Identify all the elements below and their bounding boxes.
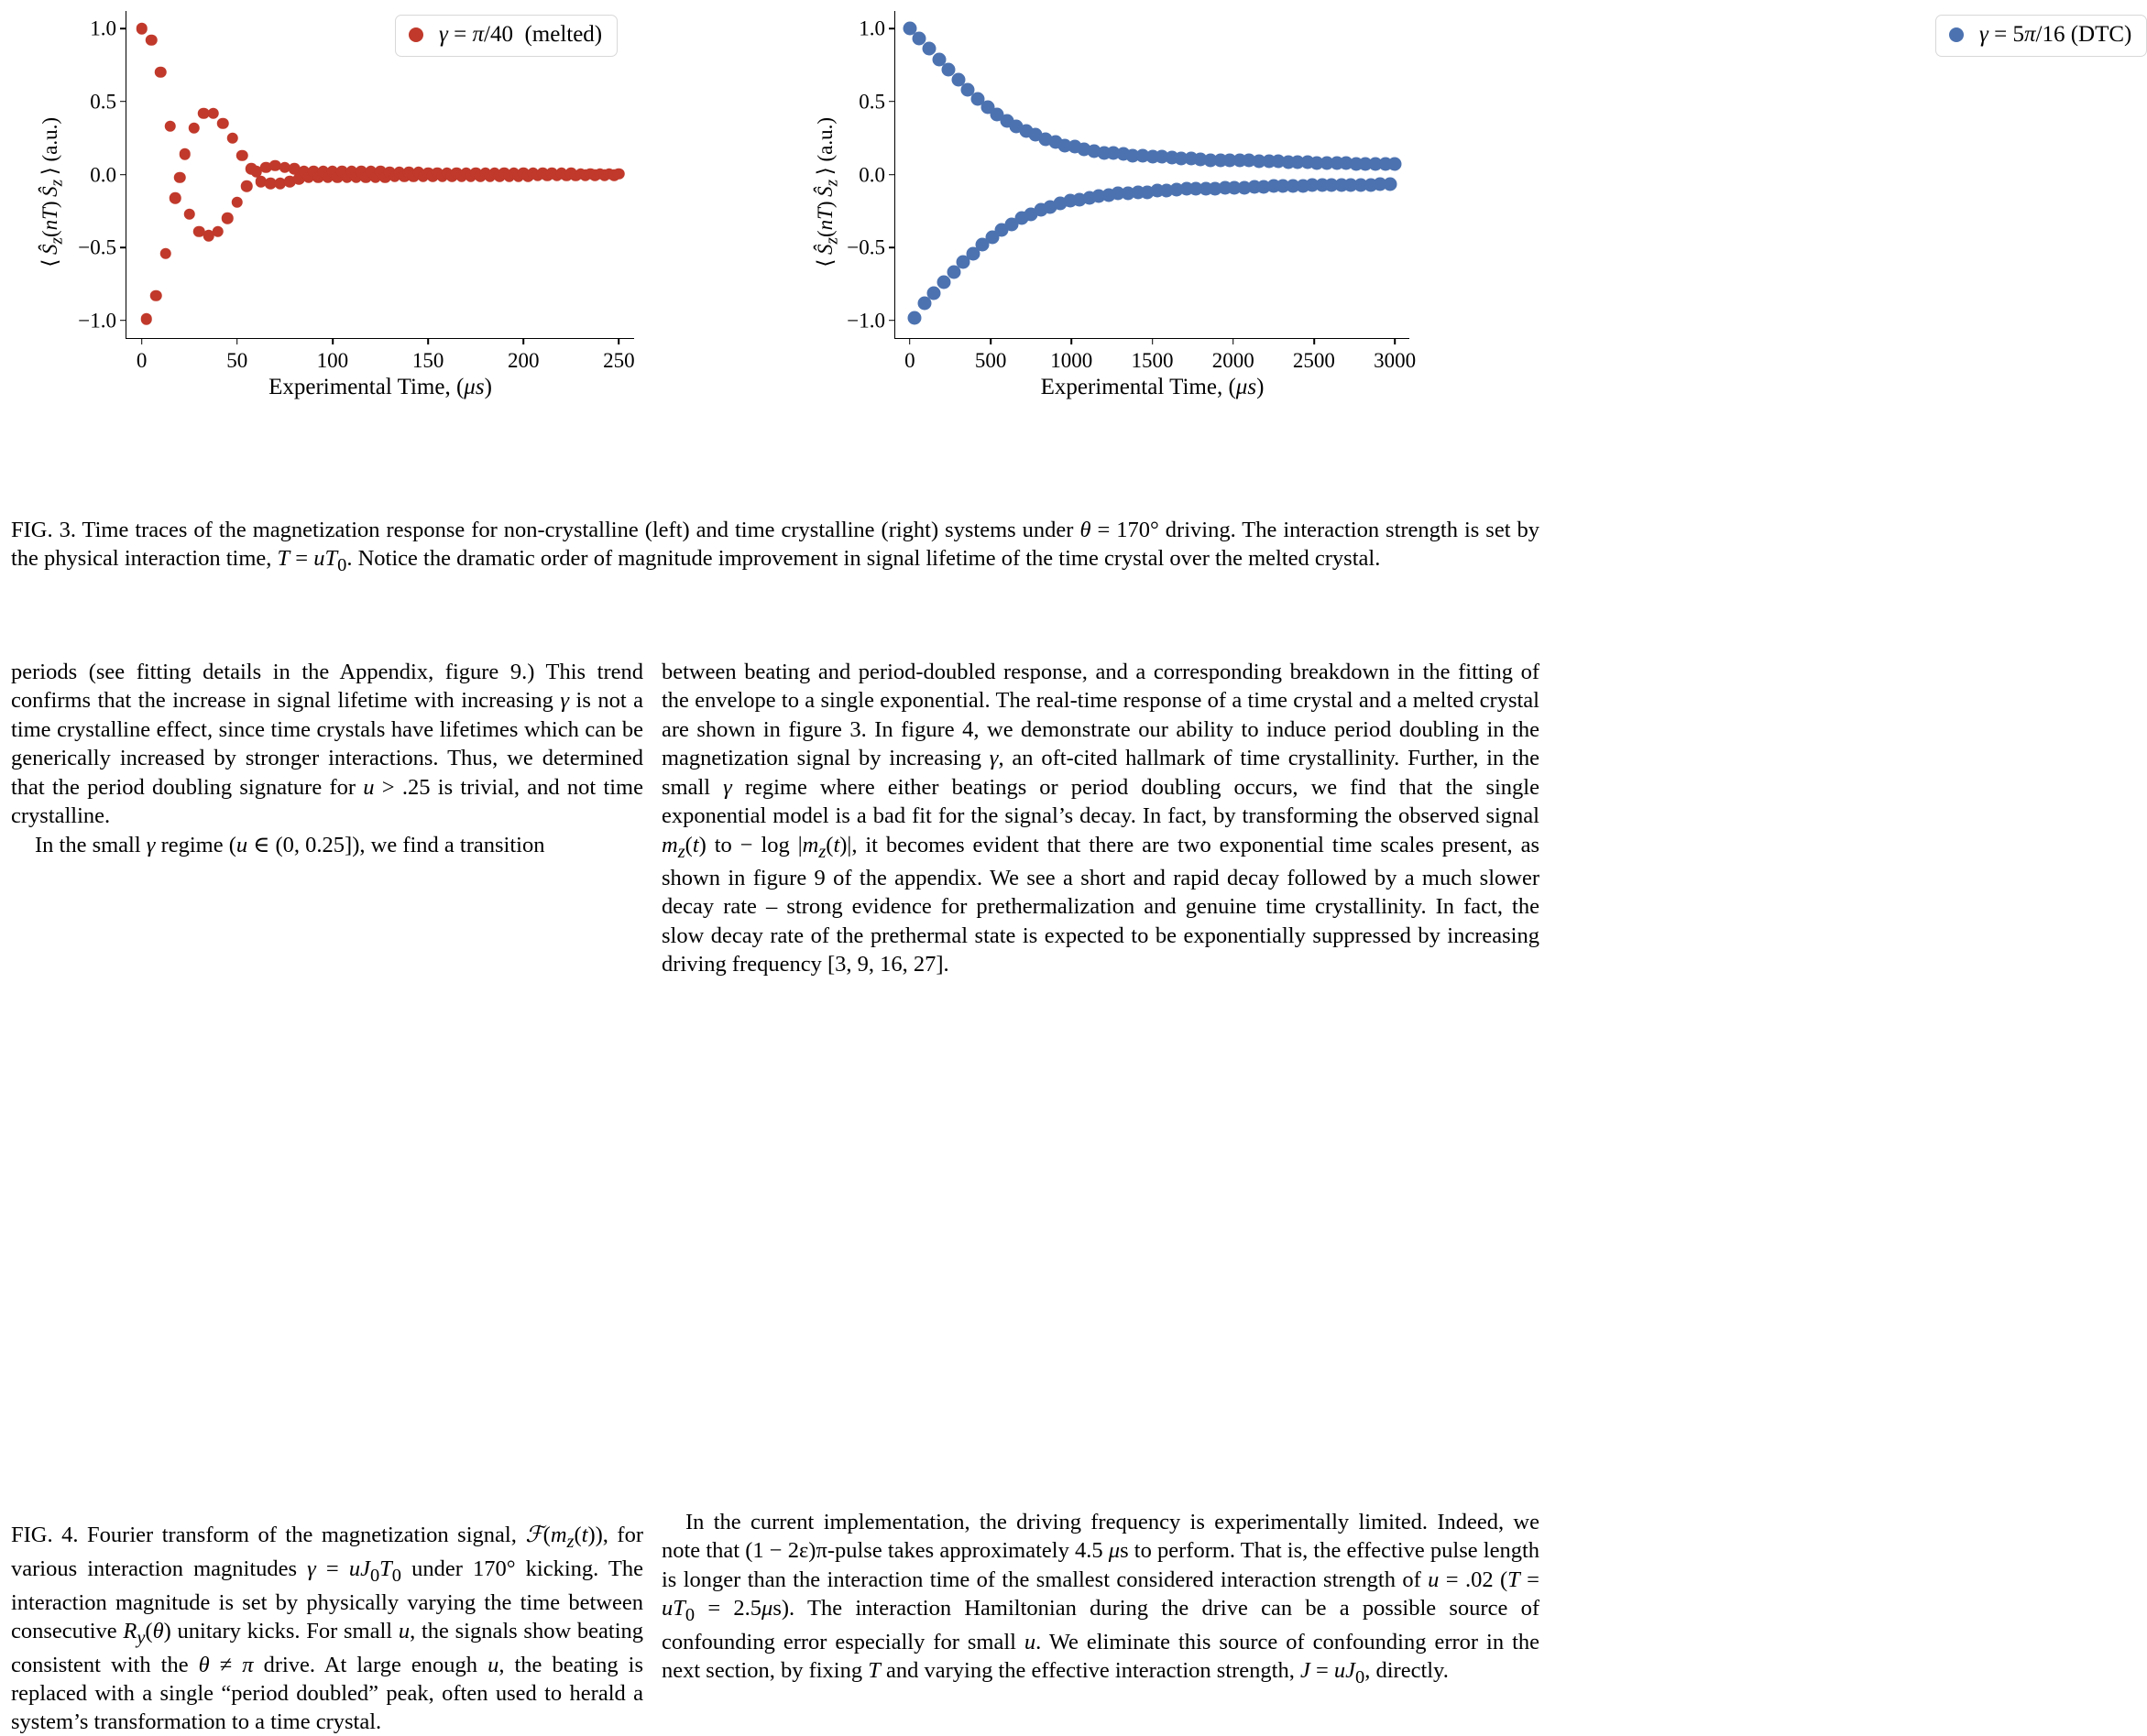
plot-area-left xyxy=(78,11,635,399)
data-point xyxy=(141,313,153,325)
data-point xyxy=(136,23,148,35)
y-tick-label: 0.5 xyxy=(90,90,116,114)
x-tick-label: 150 xyxy=(411,349,444,372)
data-point xyxy=(222,213,234,224)
x-tick-mark xyxy=(1070,338,1072,344)
paragraph-left-1: periods (see fitting details in the Appendix, figure 9.) This trend confirms that the increase in signal lifetime with increasing γ is not a time crystalline effect, since time crystals have lifetimes which can be generically increased by stronger interactions. Thus, we determined that the period doubling signature for u > .25 is trivial, and not time crystalline. xyxy=(11,660,644,829)
y-tick-label: 0.0 xyxy=(90,163,116,186)
data-point xyxy=(165,121,177,133)
y-tick-label: −1.0 xyxy=(847,309,885,333)
y-tick-mark xyxy=(120,174,126,176)
data-point xyxy=(150,290,162,302)
data-point xyxy=(1388,158,1402,171)
paragraph-left-2: In the small γ regime (u ∈ (0, 0.25]), we find a transition xyxy=(35,832,545,857)
y-tick-mark xyxy=(889,174,895,176)
data-point xyxy=(179,148,191,160)
figure-3-right-panel xyxy=(775,0,2132,403)
figure-4 xyxy=(0,916,656,1521)
y-tick-mark xyxy=(120,101,126,103)
data-point xyxy=(232,197,244,209)
body-right-column-top xyxy=(662,658,1539,979)
y-tick-label: −0.5 xyxy=(847,235,885,259)
data-point xyxy=(241,180,253,192)
figure-3-caption xyxy=(11,516,1539,578)
data-point xyxy=(1383,177,1397,191)
x-tick-mark xyxy=(332,338,334,344)
y-tick-label: 1.0 xyxy=(90,16,116,40)
figure-3-caption-text: Time traces of the magnetization response for non-crystalline (left) and time crystalline (right) systems under θ = 170° driving. The interaction strength is set by the physical interaction time, $T = uT_0$. Notice the dramatic order of magnitude improvement in signal lifetime of the time crystal over the melted crystal. xyxy=(11,518,1539,575)
data-point xyxy=(217,117,229,129)
y-tick-label: 0.5 xyxy=(859,90,885,114)
data-point xyxy=(226,132,238,144)
y-axis-label-left: ⟨ $Ŝ_z(nT)$ $Ŝ_z$ ⟩ (a.u.) xyxy=(38,117,67,267)
figure-3 xyxy=(0,0,2132,403)
legend-right xyxy=(1935,15,2147,57)
data-point xyxy=(236,150,248,162)
x-tick-mark xyxy=(1313,338,1315,344)
y-tick-mark xyxy=(889,246,895,248)
y-tick-mark xyxy=(889,101,895,103)
x-tick-mark xyxy=(1152,338,1154,344)
data-point xyxy=(183,208,195,220)
paragraph-right-1: between beating and period-doubled response, and a corresponding breakdown in the fitting of the envelope to a single exponential. The real-time response of a time crystal and a melted crystal are shown in figure 3. In figure 4, we demonstrate our ability to induce period doubling in the magnetization signal by increasing γ, an oft-cited hallmark of time crystallinity. Further, in the small γ regime where either beatings or period doubling occurs, we find that the single exponential model is a bad fit for the signal’s decay. In fact, by transforming the observed signal $m_z(t)$ to − $\log |m_z(t)|$, it becomes evident that there are two exponential time scales present, as shown in figure 9 of the appendix. We see a short and rapid decay followed by a much slower decay rate – strong evidence for prethermalization and genuine time crystallinity. In fact, the slow decay rate of the prethermal state is expected to be exponentially suppressed by increasing driving frequency [3, 9, 16, 27]. xyxy=(662,660,1540,977)
figure-4-caption-label: FIG. 4. xyxy=(11,1523,79,1547)
x-tick-label: 0 xyxy=(136,349,148,372)
legend-label-right: γ = 5π/16 (DTC) xyxy=(1979,22,2132,47)
x-tick-label: 100 xyxy=(316,349,349,372)
data-point xyxy=(174,171,186,183)
data-point xyxy=(155,67,167,79)
x-tick-mark xyxy=(619,338,620,344)
x-tick-label: 50 xyxy=(226,349,248,372)
data-point xyxy=(213,225,225,237)
figure-3-left-panel xyxy=(0,0,775,403)
y-tick-mark xyxy=(120,320,126,322)
x-tick-mark xyxy=(427,338,429,344)
x-tick-label: 500 xyxy=(974,349,1007,372)
y-tick-label: −0.5 xyxy=(78,235,116,259)
plot-area-right xyxy=(847,11,1417,399)
x-tick-mark xyxy=(522,338,524,344)
figure-4-caption-text: Fourier transform of the magnetization signal, $ℱ(m_z(t))$, for various interaction magnitudes $\gamma = uJ_0T_0$ under 170° kicking. The interaction magnitude is set by physically varying the time between consecutive $R_y(\theta)$ unitary kicks. For small u, the signals show beating consistent with the θ ≠ π drive. At large enough u, the beating is replaced with a single “period doubled” peak, often used to herald a system’s transformation to a time crystal. xyxy=(11,1523,643,1734)
data-point xyxy=(208,107,220,119)
x-axis-title: Experimental Time, (μs) xyxy=(268,375,492,399)
figure-3-caption-label: FIG. 3. xyxy=(11,518,76,542)
y-tick-mark xyxy=(120,246,126,248)
x-tick-mark xyxy=(141,338,143,344)
x-tick-mark xyxy=(909,338,911,344)
x-axis-title: Experimental Time, (μs) xyxy=(1040,375,1265,399)
x-tick-label: 1000 xyxy=(1050,349,1093,372)
x-tick-label: 2000 xyxy=(1211,349,1254,372)
y-axis-label-right: ⟨ $Ŝ_z(nT)$ $Ŝ_z$ ⟩ (a.u.) xyxy=(814,117,842,267)
x-tick-label: 200 xyxy=(507,349,540,372)
data-point xyxy=(159,247,171,259)
body-left-column-top xyxy=(11,658,643,859)
legend-marker-icon xyxy=(409,27,423,42)
y-tick-label: −1.0 xyxy=(78,309,116,333)
legend-label-left: γ = π/40 (melted) xyxy=(439,22,603,47)
y-tick-mark xyxy=(889,27,895,29)
data-point xyxy=(170,192,181,204)
data-point xyxy=(613,168,625,180)
figure-4-caption xyxy=(11,1521,643,1736)
y-tick-mark xyxy=(889,320,895,322)
x-tick-label: 250 xyxy=(603,349,635,372)
data-point xyxy=(146,35,158,47)
x-tick-label: 2500 xyxy=(1292,349,1335,372)
y-tick-mark xyxy=(120,27,126,29)
x-tick-label: 0 xyxy=(904,349,915,372)
y-tick-label: 1.0 xyxy=(859,16,885,40)
data-point xyxy=(908,311,922,324)
x-tick-label: 3000 xyxy=(1374,349,1417,372)
x-tick-mark xyxy=(1394,338,1396,344)
x-tick-mark xyxy=(1232,338,1234,344)
body-right-column-bottom xyxy=(662,1508,1539,1689)
x-tick-mark xyxy=(990,338,991,344)
x-tick-mark xyxy=(236,338,238,344)
paragraph-right-2: In the current implementation, the driving frequency is experimentally limited. Indeed, we note that (1 − 2ε)π-pulse takes approximately 4.5 μs to perform. That is, the effective pulse length is longer than the interaction time of the smallest considered interaction strength of u = .02 $(T = uT_0 = 2.5\mu s)$. The interaction Hamiltonian during the drive can be a possible source of confounding error especially for small u. We eliminate this source of confounding error in the next section, by fixing T and varying the effective interaction strength, $J = uJ_0$, directly. xyxy=(662,1510,1540,1687)
legend-marker-icon xyxy=(1949,27,1964,42)
x-tick-label: 1500 xyxy=(1131,349,1174,372)
y-tick-label: 0.0 xyxy=(859,163,885,186)
legend-left xyxy=(395,15,618,57)
data-point xyxy=(189,122,201,134)
